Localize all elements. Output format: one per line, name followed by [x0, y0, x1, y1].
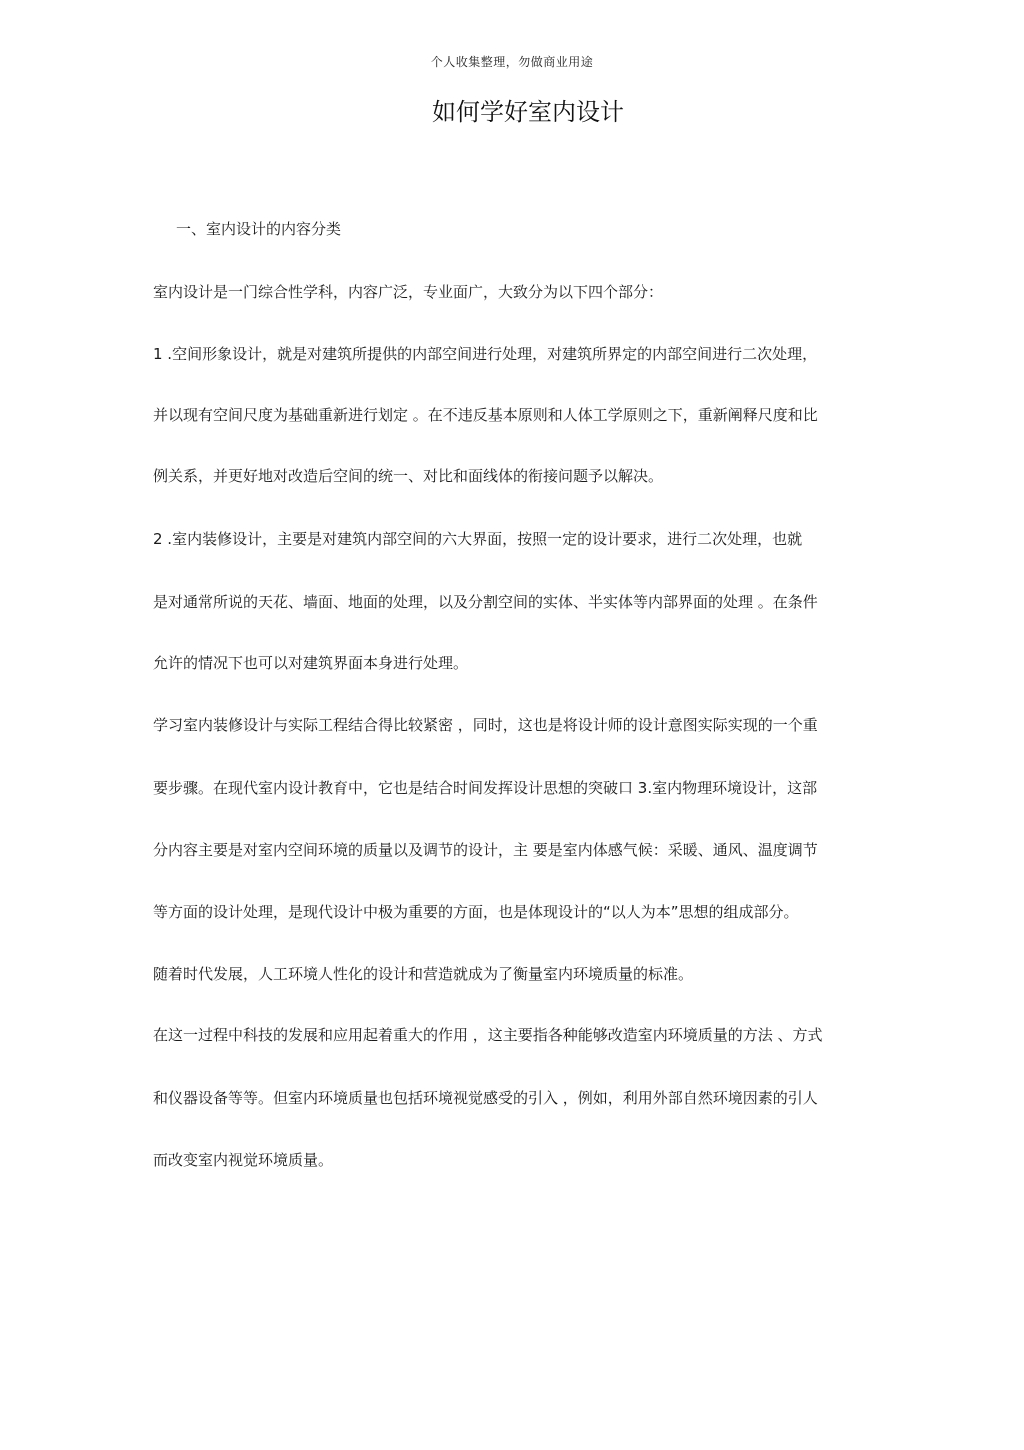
document-title: 如何学好室内设计: [432, 98, 624, 126]
section-heading: 一、室内设计的内容分类: [176, 220, 342, 238]
paragraph-line: 和仪器设备等等。但室内环境质量也包括环境视觉感受的引入 ，例如，利用外部自然环境因素的引人: [153, 1089, 818, 1107]
paragraph-line: 随着时代发展，人工环境人性化的设计和营造就成为了衡量室内环境质量的标准。: [153, 965, 694, 983]
paragraph-line: 例关系，并更好地对改造后空间的统一、对比和面线体的衔接问题予以解决。: [153, 467, 664, 485]
paragraph-line: 分内容主要是对室内空间环境的质量以及调节的设计，主 要是室内体感气候：采暖、通风、温度调节: [153, 841, 818, 859]
paragraph-line: 是对通常所说的天花、墙面、地面的处理，以及分割空间的实体、半实体等内部界面的处理 。在条件: [153, 593, 818, 611]
paragraph-line: 等方面的设计处理，是现代设计中极为重要的方面，也是体现设计的“以人为本”思想的组成部分。: [153, 903, 799, 921]
paragraph-line: 1 .空间形象设计，就是对建筑所提供的内部空间进行处理，对建筑所界定的内部空间进行二次处理，: [153, 345, 818, 363]
paragraph-line: 而改变室内视觉环境质量。: [153, 1151, 334, 1169]
header-note: 个人收集整理，勿做商业用途: [430, 55, 594, 69]
paragraph-line: 2 .室内装修设计，主要是对建筑内部空间的六大界面，按照一定的设计要求，进行二次处理，也就: [153, 530, 803, 548]
paragraph-line: 在这一过程中科技的发展和应用起着重大的作用 ，这主要指各种能够改造室内环境质量的方法 、方式: [153, 1026, 823, 1044]
paragraph-line: 要步骤。在现代室内设计教育中，它也是结合时间发挥设计思想的突破口 3.室内物理环境设计，这部: [153, 779, 818, 797]
paragraph-line: 室内设计是一门综合性学科，内容广泛，专业面广，大致分为以下四个部分：: [153, 283, 664, 301]
paragraph-line: 并以现有空间尺度为基础重新进行划定 。在不违反基本原则和人体工学原则之下，重新阐释尺度和比: [153, 406, 818, 424]
paragraph-line: 学习室内装修设计与实际工程结合得比较紧密 ，同时，这也是将设计师的设计意图实际实现的一个重: [153, 716, 818, 734]
paragraph-line: 允许的情况下也可以对建筑界面本身进行处理。: [153, 654, 469, 672]
